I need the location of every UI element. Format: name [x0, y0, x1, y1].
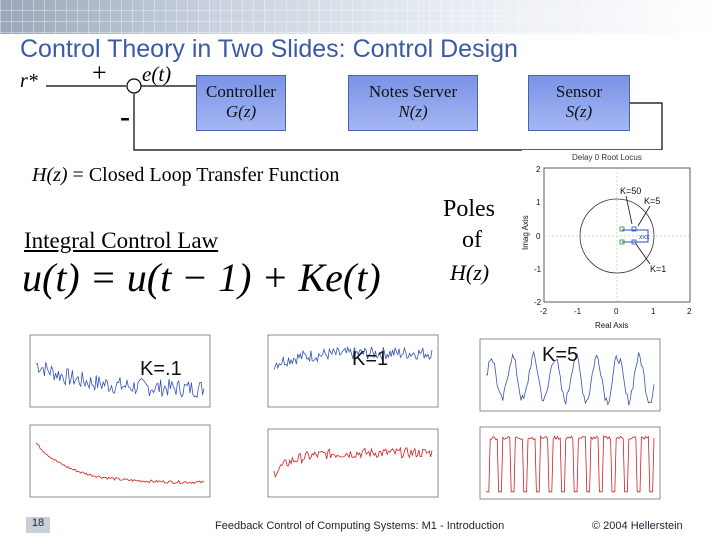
- integral-control-law: Integral Control Law: [24, 228, 219, 253]
- error-label: e(t): [142, 62, 172, 86]
- plus-sign: +: [92, 58, 107, 87]
- response-plot-frame: [268, 429, 438, 497]
- closed-loop-line: [32, 164, 339, 187]
- notes-server-tf: N(z): [398, 102, 428, 121]
- k5-label: K=5: [644, 196, 661, 206]
- gain-label-1: K=1: [352, 348, 389, 370]
- slide-title: Control Theory in Two Slides: Control Design: [20, 35, 518, 63]
- controller-name: Controller: [206, 82, 276, 101]
- gain-label-2: K=5: [542, 344, 579, 366]
- k50-label: K=50: [620, 186, 642, 196]
- root-locus-title: Delay 0 Root Locus: [572, 153, 642, 162]
- xtick-m2: -2: [540, 307, 548, 316]
- poles-line1: Poles: [443, 196, 496, 222]
- xtick-1: 1: [651, 307, 656, 316]
- xtick-m1: -1: [574, 307, 582, 316]
- notes-server-name: Notes Server: [368, 82, 458, 101]
- closed-loop-hz: H(z): [32, 164, 68, 186]
- response-plot-frame: [268, 335, 438, 407]
- controller-block: [196, 75, 286, 131]
- poles-line2: of: [462, 227, 482, 253]
- xtick-2: 2: [687, 307, 692, 316]
- controller-tf: G(z): [225, 102, 257, 121]
- ytick-m1: -1: [534, 265, 542, 274]
- minus-sign: -: [120, 100, 130, 133]
- poles-line3: H(z): [450, 260, 490, 285]
- ytick-2: 2: [536, 165, 541, 174]
- sensor-tf: S(z): [565, 102, 593, 121]
- footer-copyright: © 2004 Hellerstein: [592, 520, 683, 532]
- footer-text: Feedback Control of Computing Systems: M1 - Introduction: [215, 520, 505, 532]
- pole-x-marks: xxx: [639, 234, 650, 241]
- root-locus-xlabel: Real Axis: [595, 321, 629, 330]
- sensor-name: Sensor: [555, 82, 603, 101]
- root-locus-plot: [522, 150, 720, 332]
- k1-label: K=1: [650, 264, 667, 274]
- sensor-block: [528, 75, 630, 131]
- ytick-0: 0: [536, 232, 541, 241]
- root-locus-ylabel: Imag Axis: [521, 215, 530, 250]
- reference-label: r*: [20, 70, 38, 92]
- page-number: 18: [26, 517, 50, 533]
- xtick-0: 0: [614, 307, 619, 316]
- response-plot-frame: [30, 335, 210, 407]
- ytick-1: 1: [536, 198, 541, 207]
- gain-label-0: K=.1: [140, 358, 182, 380]
- closed-loop-text: = Closed Loop Transfer Function: [67, 164, 340, 186]
- notes-server-block: [348, 75, 478, 131]
- control-equation: u(t) = u(t − 1) + Ke(t): [22, 255, 381, 300]
- ytick-m2: -2: [534, 298, 542, 307]
